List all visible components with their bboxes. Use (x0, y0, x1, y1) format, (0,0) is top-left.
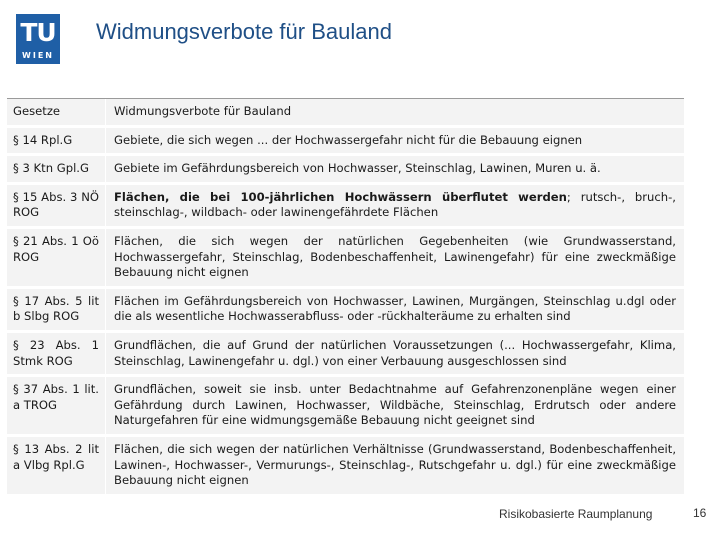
table-row (7, 227, 684, 287)
logo-text-wien: WIEN (22, 51, 54, 60)
tu-wien-logo (16, 14, 60, 64)
page-number: 16 (693, 506, 707, 520)
ban-cell: Gebiete, die sich wegen ... der Hochwassergefahr nicht für die Bebauung eignen (106, 126, 685, 155)
ban-cell: Flächen im Gefährdungsbereich von Hochwasser, Lawinen, Murgängen, Steinschlag u.dgl oder die als wesentliche Hochwasserabfluss- oder -rückhalteräume zu erhalten sind (106, 287, 685, 331)
ban-cell: Grundflächen, soweit sie insb. unter Bedachtnahme auf Gefahrenzonenpläne wegen einer Gefährdung durch Lawinen, Hochwasser, Wildbäche, Steinschlag, Erdrutsch oder andere Naturgefahren für eine widmungsgemäße Bebauung nicht geeignet sind (106, 376, 685, 436)
table-row (7, 287, 684, 331)
ban-cell: Gebiete im Gefährdungsbereich von Hochwasser, Steinschlag, Lawinen, Muren u. ä. (106, 155, 685, 184)
law-cell: § 37 Abs. 1 lit. a TROG (7, 376, 106, 436)
table-row (7, 183, 684, 227)
header-laws: Gesetze (7, 99, 106, 126)
law-table-container (7, 98, 684, 497)
logo-text-tu: TU (20, 18, 56, 47)
table-row (7, 155, 684, 184)
law-cell: § 14 Rpl.G (7, 126, 106, 155)
ban-cell-rest: ; rutsch-, bruch-, steinschlag-, wildbach- oder lawinengefährdete Flächen (114, 189, 676, 220)
law-cell: § 3 Ktn Gpl.G (7, 155, 106, 184)
ban-cell: Flächen, die sich wegen der natürlichen Gegebenheiten (wie Grundwasserstand, Hochwassergefahr, Steinschlag, Bodenbeschaffenheit, Lawinengefahr) für eine zweckmäßige Bebauung nicht eignen (106, 227, 685, 287)
ban-cell-bold-part: Flächen, die bei 100-jährlichen Hochwässern überflutet werden (114, 189, 567, 204)
slide-title: Widmungsverbote für Bauland (96, 19, 392, 44)
table-row (7, 435, 684, 495)
table-header-row (7, 99, 684, 126)
law-cell: § 13 Abs. 2 lit a Vlbg Rpl.G (7, 435, 106, 495)
law-cell: § 15 Abs. 3 NÖ ROG (7, 183, 106, 227)
header-bans: Widmungsverbote für Bauland (106, 99, 685, 126)
law-cell: § 23 Abs. 1 Stmk ROG (7, 331, 106, 375)
ban-cell (106, 183, 685, 227)
law-table (7, 99, 684, 497)
table-row (7, 331, 684, 375)
law-cell: § 21 Abs. 1 Oö ROG (7, 227, 106, 287)
footer-text: Risikobasierte Raumplanung (499, 507, 653, 521)
law-cell: § 17 Abs. 5 lit b Slbg ROG (7, 287, 106, 331)
ban-cell: Flächen, die sich wegen der natürlichen Verhältnisse (Grundwasserstand, Bodenbeschaffenheit, Lawinen-, Hochwasser-, Vermurungs-, Steinschlag-, Rutschgefahr u. dgl.) für eine zweckmäßige Bebauung nicht eignen (106, 435, 685, 495)
ban-cell: Grundflächen, die auf Grund der natürlichen Voraussetzungen (... Hochwassergefahr, Klima, Steinschlag, Lawinengefahr u. dgl.) von einer Verbauung ausgeschlossen sind (106, 331, 685, 375)
table-row (7, 376, 684, 436)
table-row (7, 126, 684, 155)
